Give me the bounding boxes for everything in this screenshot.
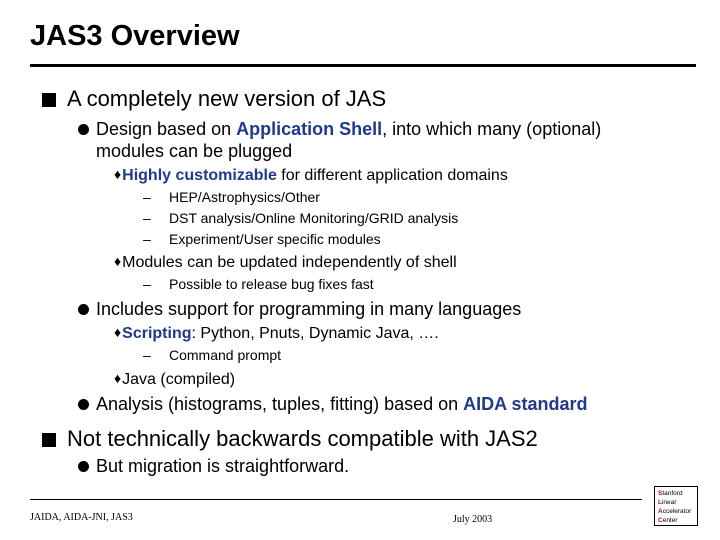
bullet-l1 <box>42 86 386 112</box>
bullet-text: Java (compiled) <box>122 371 236 388</box>
bullet-l2 <box>78 394 588 415</box>
bullet-l2 <box>78 456 349 477</box>
square-bullet-icon <box>42 433 56 447</box>
logo-line: Center <box>658 517 678 524</box>
bullet-l2 <box>78 119 601 140</box>
diamond-bullet-icon: ♦ <box>114 253 122 269</box>
footer-date: July 2003 <box>453 514 493 525</box>
bullet-text: Command prompt <box>169 347 282 363</box>
logo-line: Linear <box>658 499 677 506</box>
bullet-l2-continuation: modules can be plugged <box>96 141 293 161</box>
square-bullet-icon <box>42 93 56 107</box>
highlight-text: Application Shell <box>236 119 383 139</box>
footer-left: JAIDA, AIDA-JNI, JAS3 <box>30 512 133 523</box>
highlight-text: AIDA standard <box>463 394 588 414</box>
round-bullet-icon <box>78 461 89 472</box>
bullet-text: A completely new version of JAS <box>67 86 387 111</box>
bullet-l3 <box>114 370 235 389</box>
bullet-l3 <box>114 166 508 185</box>
bullet-text: Experiment/User specific modules <box>169 231 381 247</box>
diamond-bullet-icon: ♦ <box>114 324 122 340</box>
bullet-text: Not technically backwards compatible with JAS2 <box>67 426 538 451</box>
logo-line: Stanford <box>658 490 683 497</box>
bullet-text: Modules can be updated independently of shell <box>122 254 457 271</box>
bullet-text: Design based on <box>96 119 237 139</box>
bullet-l2 <box>78 299 521 320</box>
bullet-l3 <box>114 253 457 272</box>
bullet-text: Analysis (histograms, tuples, fitting) based on <box>96 394 464 414</box>
round-bullet-icon <box>78 304 89 315</box>
bullet-text: But migration is straightforward. <box>96 456 350 476</box>
title-rule <box>30 64 696 67</box>
logo-line: Accelerator <box>658 508 692 515</box>
bullet-l4: – Command prompt <box>143 347 282 363</box>
bullet-text: , into which many (optional) <box>382 119 602 139</box>
slac-logo <box>654 486 698 526</box>
diamond-bullet-icon: ♦ <box>114 370 122 386</box>
bullet-text: HEP/Astrophysics/Other <box>169 189 320 205</box>
highlight-text: Highly customizable <box>122 167 277 184</box>
bullet-text: Includes support for programming in many languages <box>96 299 522 319</box>
bullet-l4: – HEP/Astrophysics/Other <box>143 189 320 205</box>
bullet-l4: – DST analysis/Online Monitoring/GRID analysis <box>143 210 459 226</box>
bullet-l1 <box>42 426 538 452</box>
footer-rule <box>30 499 642 500</box>
round-bullet-icon <box>78 399 89 410</box>
bullet-l3 <box>114 324 439 343</box>
bullet-l4: – Experiment/User specific modules <box>143 231 381 247</box>
round-bullet-icon <box>78 124 89 135</box>
bullet-text: for different application domains <box>276 167 508 184</box>
diamond-bullet-icon: ♦ <box>114 166 122 182</box>
highlight-text: Scripting <box>122 325 192 342</box>
bullet-text: : Python, Pnuts, Dynamic Java, …. <box>191 325 439 342</box>
slide-title: JAS3 Overview <box>30 20 240 52</box>
bullet-text: Possible to release bug fixes fast <box>169 276 374 292</box>
bullet-text: DST analysis/Online Monitoring/GRID analysis <box>169 210 459 226</box>
bullet-l4: – Possible to release bug fixes fast <box>143 276 374 292</box>
